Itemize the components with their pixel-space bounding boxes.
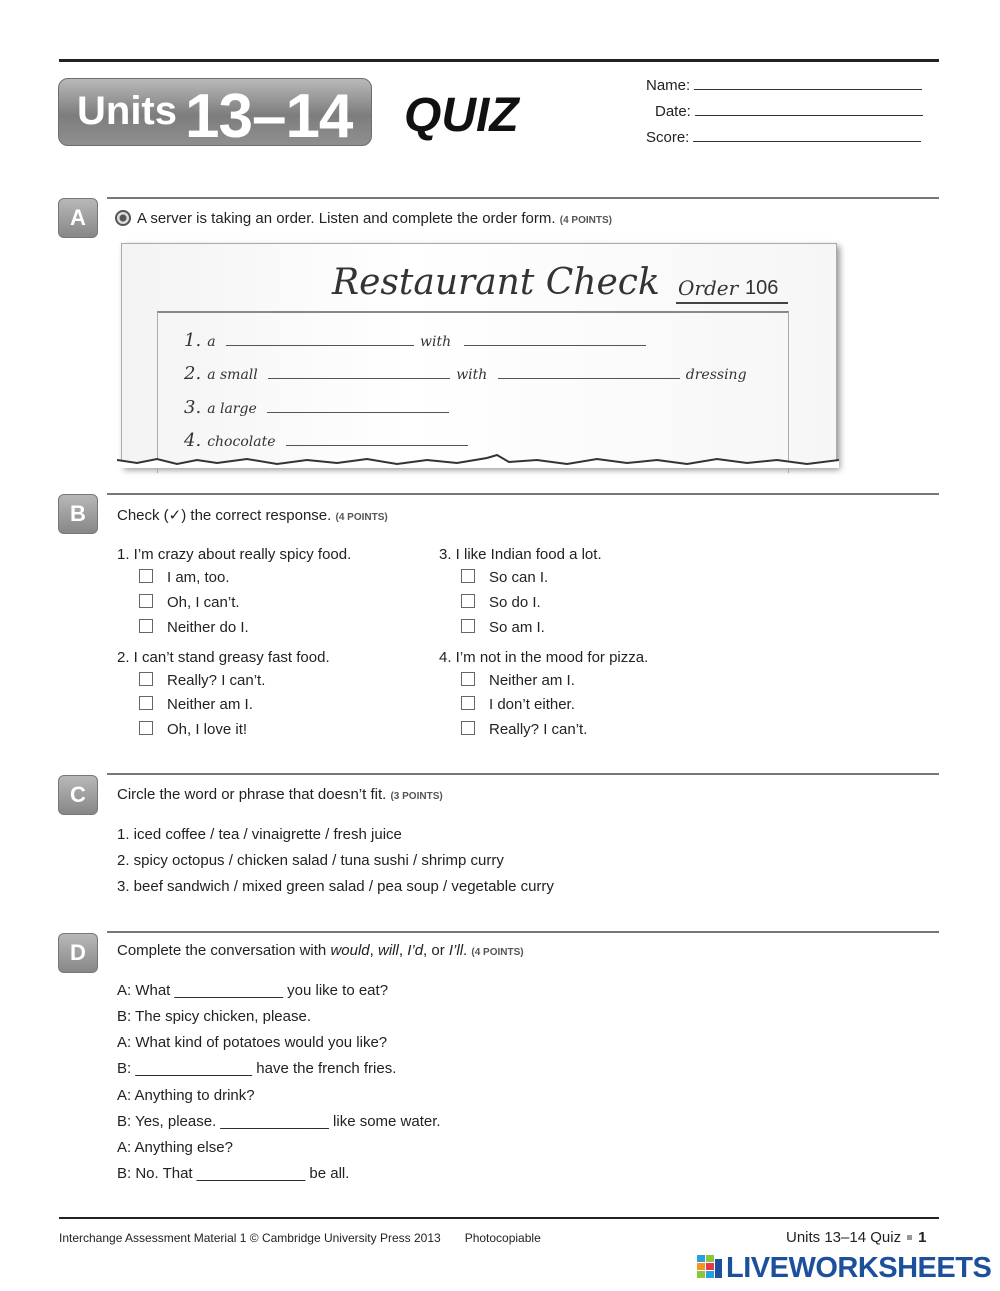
checkbox[interactable]	[461, 696, 475, 710]
checkbox[interactable]	[139, 672, 153, 686]
section-c-rule	[107, 773, 939, 775]
name-field[interactable]	[646, 76, 922, 94]
quiz-title: QUIZ	[404, 89, 519, 142]
d-line-2: B: The spicy chicken, please.	[117, 1008, 311, 1025]
date-label: Date:	[655, 103, 691, 120]
d-line-4[interactable]: B: ______________ have the french fries.	[117, 1060, 397, 1077]
score-field[interactable]	[646, 128, 921, 146]
b-item-3-option-2[interactable]: So do I.	[461, 594, 541, 611]
b-item-2-option-3[interactable]: Oh, I love it!	[139, 721, 247, 738]
b-item-4-option-3[interactable]: Really? I can’t.	[461, 721, 587, 738]
d-line-5: A: Anything to drink?	[117, 1087, 255, 1104]
check-row-4: 4. chocolate	[184, 430, 468, 451]
section-a-points: (4 POINTS)	[559, 215, 612, 226]
c-item-1[interactable]: 1. iced coffee / tea / vinaigrette / fresh juice	[117, 826, 402, 843]
d-line-6[interactable]: B: Yes, please. _____________ like some water.	[117, 1113, 441, 1130]
b-item-1-prompt: 1. I’m crazy about really spicy food.	[117, 546, 352, 563]
section-b-instruction: Check (✓) the correct response. (4 POINTS)	[117, 507, 388, 524]
section-d-badge: D	[58, 933, 98, 973]
blank-1b[interactable]	[464, 335, 646, 346]
check-row-3: 3. a large	[184, 397, 449, 418]
c-item-2[interactable]: 2. spicy octopus / chicken salad / tuna sushi / shrimp curry	[117, 852, 504, 869]
units-numbers: 13–14	[185, 82, 353, 151]
units-badge	[58, 78, 372, 151]
b-item-4-prompt: 4. I’m not in the mood for pizza.	[439, 649, 649, 666]
blank-2a[interactable]	[268, 368, 450, 379]
name-label: Name:	[646, 77, 691, 94]
blank-2b[interactable]	[498, 368, 680, 379]
section-d-points: (4 POINTS)	[471, 947, 524, 958]
d-line-1[interactable]: A: What _____________ you like to eat?	[117, 982, 389, 999]
audio-icon[interactable]	[115, 210, 131, 226]
order-label: Order	[678, 276, 739, 300]
b-item-3-option-1[interactable]: So can I.	[461, 569, 548, 586]
section-c-badge: C	[58, 775, 98, 815]
section-a-rule	[107, 197, 939, 199]
blank-3[interactable]	[267, 402, 449, 413]
b-item-2-option-1[interactable]: Really? I can’t.	[139, 672, 265, 689]
b-item-3-prompt: 3. I like Indian food a lot.	[439, 546, 602, 563]
restaurant-check	[121, 243, 837, 467]
section-d-instruction: Complete the conversation with would, will, I’d, or I’ll. (4 POINTS)	[117, 942, 524, 959]
checkbox[interactable]	[139, 569, 153, 583]
footer-page-info: Units 13–14 Quiz 1	[786, 1229, 927, 1246]
score-label: Score:	[646, 129, 690, 146]
section-b-rule	[107, 493, 939, 495]
section-c-instruction: Circle the word or phrase that doesn’t fit. (3 POINTS)	[117, 786, 443, 803]
d-line-7: A: Anything else?	[117, 1139, 233, 1156]
liveworksheets-wordmark: LIVEWORKSHEETS	[726, 1252, 992, 1284]
section-b-badge: B	[58, 494, 98, 534]
checkbox[interactable]	[461, 569, 475, 583]
section-a-instruction: A server is taking an order. Listen and complete the order form. (4 POINTS)	[115, 210, 612, 227]
top-rule	[59, 59, 939, 62]
section-d-rule	[107, 931, 939, 933]
blank-4[interactable]	[286, 435, 468, 446]
order-number: 106	[745, 277, 779, 299]
b-item-1-option-1[interactable]: I am, too.	[139, 569, 230, 586]
checkbox[interactable]	[139, 696, 153, 710]
checkbox[interactable]	[461, 672, 475, 686]
check-row-2: 2. a small with dressing	[184, 363, 747, 384]
photocopiable-label: Photocopiable	[464, 1231, 541, 1245]
footer-rule	[59, 1217, 939, 1219]
b-item-2-option-2[interactable]: Neither am I.	[139, 696, 253, 713]
b-item-1-option-3[interactable]: Neither do I.	[139, 619, 249, 636]
torn-edge	[117, 454, 839, 468]
checkbox[interactable]	[139, 619, 153, 633]
checkbox[interactable]	[139, 721, 153, 735]
checkbox[interactable]	[139, 594, 153, 608]
section-c-points: (3 POINTS)	[390, 791, 443, 802]
units-word: Units	[77, 89, 177, 133]
b-item-4-option-1[interactable]: Neither am I.	[461, 672, 575, 689]
footer-copyright: Interchange Assessment Material 1 © Cambridge University Press 2013 Photocopiable	[59, 1231, 541, 1245]
section-a-badge: A	[58, 198, 98, 238]
b-item-4-option-2[interactable]: I don’t either.	[461, 696, 575, 713]
date-field[interactable]	[655, 102, 923, 120]
checkbox[interactable]	[461, 721, 475, 735]
checkbox[interactable]	[461, 594, 475, 608]
liveworksheets-logo-icon	[697, 1255, 723, 1285]
check-title: Restaurant Check	[332, 262, 660, 303]
check-row-1: 1. a with	[184, 330, 646, 351]
b-item-1-option-2[interactable]: Oh, I can’t.	[139, 594, 240, 611]
page-number: 1	[918, 1229, 927, 1246]
checkbox[interactable]	[461, 619, 475, 633]
c-item-3[interactable]: 3. beef sandwich / mixed green salad / pea soup / vegetable curry	[117, 878, 554, 895]
blank-1a[interactable]	[226, 335, 414, 346]
b-item-3-option-3[interactable]: So am I.	[461, 619, 545, 636]
b-item-2-prompt: 2. I can’t stand greasy fast food.	[117, 649, 330, 666]
order-underline	[676, 302, 788, 304]
section-b-points: (4 POINTS)	[335, 512, 388, 523]
d-line-3: A: What kind of potatoes would you like?	[117, 1034, 388, 1051]
d-line-8[interactable]: B: No. That _____________ be all.	[117, 1165, 350, 1182]
